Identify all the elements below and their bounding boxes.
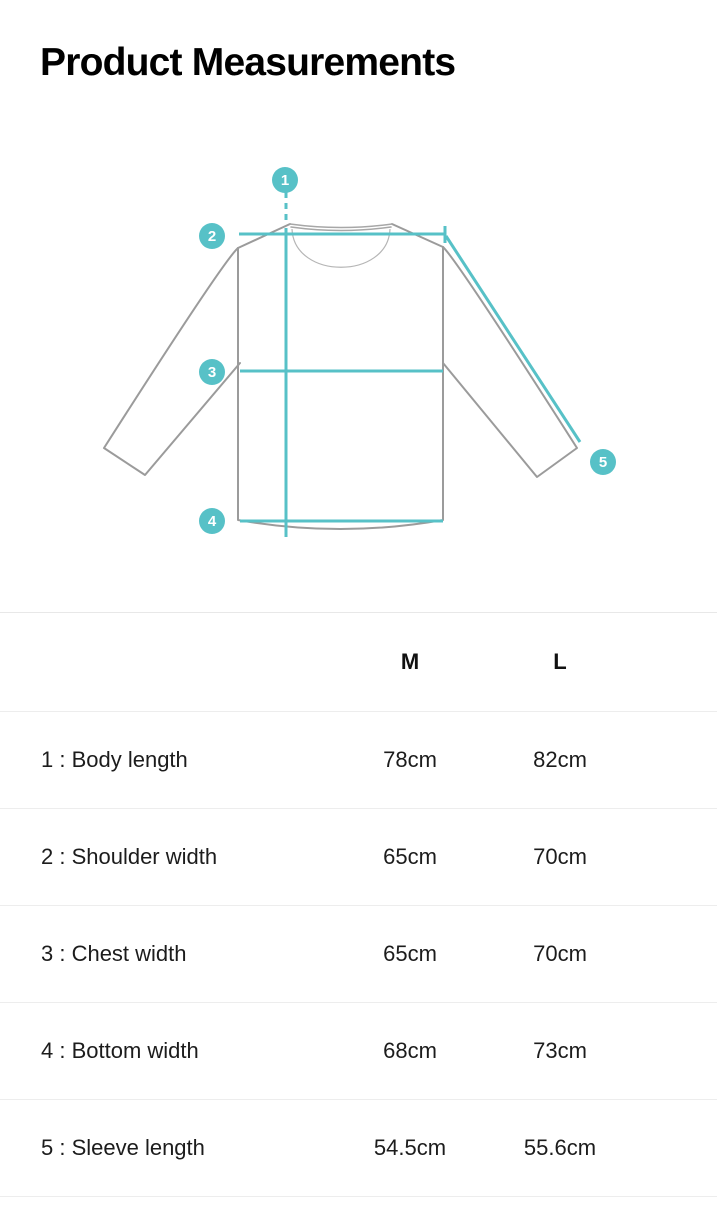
page-title: Product Measurements <box>40 41 456 84</box>
row-value-l: 82cm <box>533 747 587 772</box>
row-value-m: 54.5cm <box>373 1135 447 1160</box>
measure-marker-3: 3 <box>199 359 225 385</box>
table-row-sleeve-length <box>0 1100 717 1197</box>
row-value-l: 70cm <box>533 941 587 966</box>
table-row-body-length <box>0 712 717 809</box>
table-row-chest-width <box>0 906 717 1003</box>
row-value-l: 73cm <box>533 1038 587 1063</box>
measure-marker-4: 4 <box>199 508 225 534</box>
table-header-row <box>0 613 717 712</box>
row-label: 5 : Sleeve length <box>41 1135 205 1160</box>
measurements-table <box>0 612 717 1197</box>
column-header-m: M <box>400 649 420 674</box>
row-value-m: 68cm <box>383 1038 437 1063</box>
garment-diagram <box>0 150 717 620</box>
table-row-shoulder-width <box>0 809 717 906</box>
measure-marker-2: 2 <box>199 223 225 249</box>
row-value-l: 55.6cm <box>523 1135 597 1160</box>
measure-marker-1: 1 <box>272 167 298 193</box>
row-value-m: 65cm <box>383 844 437 869</box>
column-header-l: L <box>553 649 567 674</box>
measure-marker-5: 5 <box>590 449 616 475</box>
row-label: 2 : Shoulder width <box>41 844 218 869</box>
row-value-l: 70cm <box>533 844 587 869</box>
row-label: 3 : Chest width <box>41 941 187 966</box>
row-value-m: 78cm <box>383 747 437 772</box>
table-row-bottom-width <box>0 1003 717 1100</box>
row-value-m: 65cm <box>383 941 437 966</box>
row-label: 4 : Bottom width <box>41 1038 199 1063</box>
row-label: 1 : Body length <box>41 747 188 772</box>
shirt-outline-graphic <box>0 150 717 620</box>
